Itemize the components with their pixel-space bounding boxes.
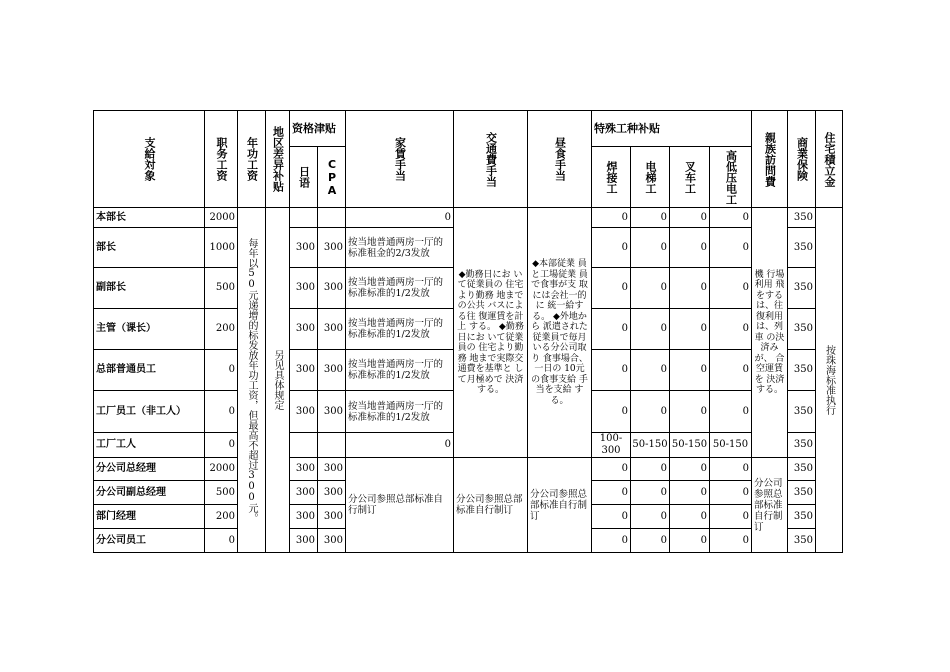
high-voltage-allowance: 0 bbox=[710, 228, 752, 268]
elevator-allowance: 0 bbox=[631, 505, 670, 529]
header-family-visit: 親族訪問費 bbox=[752, 111, 788, 208]
welder-allowance: 100-300 bbox=[592, 433, 631, 458]
high-voltage-allowance: 0 bbox=[710, 529, 752, 553]
welder-allowance: 0 bbox=[592, 350, 631, 391]
position-salary: 2000 bbox=[205, 208, 238, 228]
transport-note: ◆勤務日にお いて従業員の 住宅より勤務 地までの公共 バスによる往 復運賃を計上 する。 ◆勤務日にお いて従業員の 住宅より勤務 地まで実際交 通費を基準と して月極めで 決済する。 bbox=[454, 208, 528, 458]
insurance: 350 bbox=[788, 433, 816, 458]
insurance: 350 bbox=[788, 391, 816, 433]
housing-allowance: 按当地普通两房一厅的标准标准的1/2发放 bbox=[346, 309, 454, 350]
housing-allowance: 按当地普通两房一厅的标准标准的1/2发放 bbox=[346, 391, 454, 433]
forklift-allowance: 50-150 bbox=[670, 433, 710, 458]
position-salary: 200 bbox=[205, 505, 238, 529]
high-voltage-allowance: 0 bbox=[710, 350, 752, 391]
japanese-allowance: 300 bbox=[290, 458, 318, 481]
insurance: 350 bbox=[788, 268, 816, 309]
forklift-allowance: 0 bbox=[670, 309, 710, 350]
housing-allowance: 按当地普通两房一厅的标准标准的1/2发放 bbox=[346, 350, 454, 391]
header-high-voltage: 高低压电工 bbox=[710, 147, 752, 208]
header-qualification: 资格津贴 bbox=[290, 111, 346, 147]
header-commercial-insurance: 商業保険 bbox=[788, 111, 816, 208]
housing-allowance: 0 bbox=[346, 433, 454, 458]
branch-family-note: 分公司参照总部标准自行制订 bbox=[752, 458, 788, 553]
cpa-allowance: 300 bbox=[318, 458, 346, 481]
japanese-allowance: 300 bbox=[290, 350, 318, 391]
header-cpa: CPA bbox=[318, 147, 346, 208]
header-japanese: 日语 bbox=[290, 147, 318, 208]
welder-allowance: 0 bbox=[592, 309, 631, 350]
row-name: 本部长 bbox=[94, 208, 205, 228]
header-meal: 昼食手当 bbox=[528, 111, 592, 208]
insurance: 350 bbox=[788, 481, 816, 505]
branch-housing-note: 分公司参照总部标准自行制订 bbox=[346, 458, 454, 553]
forklift-allowance: 0 bbox=[670, 505, 710, 529]
high-voltage-allowance: 0 bbox=[710, 458, 752, 481]
forklift-allowance: 0 bbox=[670, 350, 710, 391]
high-voltage-allowance: 0 bbox=[710, 268, 752, 309]
high-voltage-allowance: 0 bbox=[710, 309, 752, 350]
position-salary: 0 bbox=[205, 529, 238, 553]
cpa-allowance: 300 bbox=[318, 350, 346, 391]
cpa-allowance: 300 bbox=[318, 391, 346, 433]
position-salary: 500 bbox=[205, 481, 238, 505]
high-voltage-allowance: 0 bbox=[710, 208, 752, 228]
cpa-allowance: 300 bbox=[318, 228, 346, 268]
welder-allowance: 0 bbox=[592, 208, 631, 228]
header-forklift: 叉车工 bbox=[670, 147, 710, 208]
header-position-salary: 职务工资 bbox=[205, 111, 238, 208]
cpa-allowance: 300 bbox=[318, 505, 346, 529]
japanese-allowance: 300 bbox=[290, 268, 318, 309]
allowance-table bbox=[93, 110, 843, 553]
cpa-allowance: 300 bbox=[318, 481, 346, 505]
family-visit-note: 機 行場利用 飛をするは、往 復利用は、列車 の決済みが、 合空運賃を 決済する。 bbox=[752, 208, 788, 458]
housing-allowance: 按当地普通两房一厅的标准租金的2/3发放 bbox=[346, 228, 454, 268]
housing-allowance: 按当地普通两房一厅的标准标准的1/2发放 bbox=[346, 268, 454, 309]
forklift-allowance: 0 bbox=[670, 458, 710, 481]
cpa-allowance bbox=[318, 208, 346, 228]
elevator-allowance: 50-150 bbox=[631, 433, 670, 458]
branch-transport-note: 分公司参照总部标准自行制订 bbox=[454, 458, 528, 553]
insurance: 350 bbox=[788, 228, 816, 268]
row-name: 部长 bbox=[94, 228, 205, 268]
insurance: 350 bbox=[788, 309, 816, 350]
row-name: 工厂工人 bbox=[94, 433, 205, 458]
cpa-allowance: 300 bbox=[318, 309, 346, 350]
position-salary: 0 bbox=[205, 350, 238, 391]
forklift-allowance: 0 bbox=[670, 529, 710, 553]
row-name: 部门经理 bbox=[94, 505, 205, 529]
row-name: 主管（课长） bbox=[94, 309, 205, 350]
japanese-allowance: 300 bbox=[290, 309, 318, 350]
row-name: 副部长 bbox=[94, 268, 205, 309]
japanese-allowance: 300 bbox=[290, 505, 318, 529]
row-name: 分公司总经理 bbox=[94, 458, 205, 481]
regional-note: 另见具体规定 bbox=[266, 208, 290, 553]
insurance: 350 bbox=[788, 350, 816, 391]
cpa-allowance: 300 bbox=[318, 529, 346, 553]
welder-allowance: 0 bbox=[592, 481, 631, 505]
header-housing: 家賃手当 bbox=[346, 111, 454, 208]
row-name: 总部普通员工 bbox=[94, 350, 205, 391]
row-name: 分公司副总经理 bbox=[94, 481, 205, 505]
welder-allowance: 0 bbox=[592, 228, 631, 268]
elevator-allowance: 0 bbox=[631, 529, 670, 553]
header-seniority-salary: 年功工资 bbox=[238, 111, 266, 208]
cpa-allowance bbox=[318, 433, 346, 458]
insurance: 350 bbox=[788, 208, 816, 228]
position-salary: 0 bbox=[205, 433, 238, 458]
header-recipient: 支給対象 bbox=[94, 111, 205, 208]
row-name: 工厂员工（非工人） bbox=[94, 391, 205, 433]
table-row bbox=[94, 458, 843, 481]
elevator-allowance: 0 bbox=[631, 458, 670, 481]
elevator-allowance: 0 bbox=[631, 228, 670, 268]
elevator-allowance: 0 bbox=[631, 391, 670, 433]
header-housing-fund: 住宅積立金 bbox=[816, 111, 843, 208]
forklift-allowance: 0 bbox=[670, 268, 710, 309]
welder-allowance: 0 bbox=[592, 268, 631, 309]
position-salary: 1000 bbox=[205, 228, 238, 268]
insurance: 350 bbox=[788, 529, 816, 553]
welder-allowance: 0 bbox=[592, 458, 631, 481]
elevator-allowance: 0 bbox=[631, 309, 670, 350]
forklift-allowance: 0 bbox=[670, 481, 710, 505]
position-salary: 200 bbox=[205, 309, 238, 350]
insurance: 350 bbox=[788, 458, 816, 481]
insurance: 350 bbox=[788, 505, 816, 529]
position-salary: 500 bbox=[205, 268, 238, 309]
header-transport: 交通費手当 bbox=[454, 111, 528, 208]
header-elevator: 电梯工 bbox=[631, 147, 670, 208]
table-row bbox=[94, 208, 843, 228]
high-voltage-allowance: 0 bbox=[710, 391, 752, 433]
japanese-allowance: 300 bbox=[290, 481, 318, 505]
japanese-allowance: 300 bbox=[290, 391, 318, 433]
cpa-allowance: 300 bbox=[318, 268, 346, 309]
header-regional-allowance: 地区差异补贴 bbox=[266, 111, 290, 208]
header-special-work: 特殊工种补贴 bbox=[592, 111, 752, 147]
meal-note: ◆本部従業 員と工場従業 員で食事が支 取には会社一的に 統一給する。 ◆外地から 派遣された 従業員で毎月 いる分公司取り 食事場合、一日の 10元の食事支給 手当を支給 する。 bbox=[528, 208, 592, 458]
elevator-allowance: 0 bbox=[631, 268, 670, 309]
japanese-allowance: 300 bbox=[290, 228, 318, 268]
japanese-allowance bbox=[290, 433, 318, 458]
position-salary: 0 bbox=[205, 391, 238, 433]
elevator-allowance: 0 bbox=[631, 208, 670, 228]
branch-meal-note: 分公司参照总部标准自行制订 bbox=[528, 458, 592, 553]
japanese-allowance bbox=[290, 208, 318, 228]
welder-allowance: 0 bbox=[592, 529, 631, 553]
forklift-allowance: 0 bbox=[670, 391, 710, 433]
japanese-allowance: 300 bbox=[290, 529, 318, 553]
forklift-allowance: 0 bbox=[670, 208, 710, 228]
high-voltage-allowance: 50-150 bbox=[710, 433, 752, 458]
elevator-allowance: 0 bbox=[631, 350, 670, 391]
high-voltage-allowance: 0 bbox=[710, 505, 752, 529]
elevator-allowance: 0 bbox=[631, 481, 670, 505]
row-name: 分公司员工 bbox=[94, 529, 205, 553]
housing-fund-note: 按珠海标准执行 bbox=[816, 208, 843, 553]
seniority-note: 每年以50元递增的标发放年功工资，但最高不超过300元。 bbox=[238, 208, 266, 553]
housing-allowance: 0 bbox=[346, 208, 454, 228]
welder-allowance: 0 bbox=[592, 391, 631, 433]
high-voltage-allowance: 0 bbox=[710, 481, 752, 505]
forklift-allowance: 0 bbox=[670, 228, 710, 268]
header-welder: 焊接工 bbox=[592, 147, 631, 208]
welder-allowance: 0 bbox=[592, 505, 631, 529]
position-salary: 2000 bbox=[205, 458, 238, 481]
